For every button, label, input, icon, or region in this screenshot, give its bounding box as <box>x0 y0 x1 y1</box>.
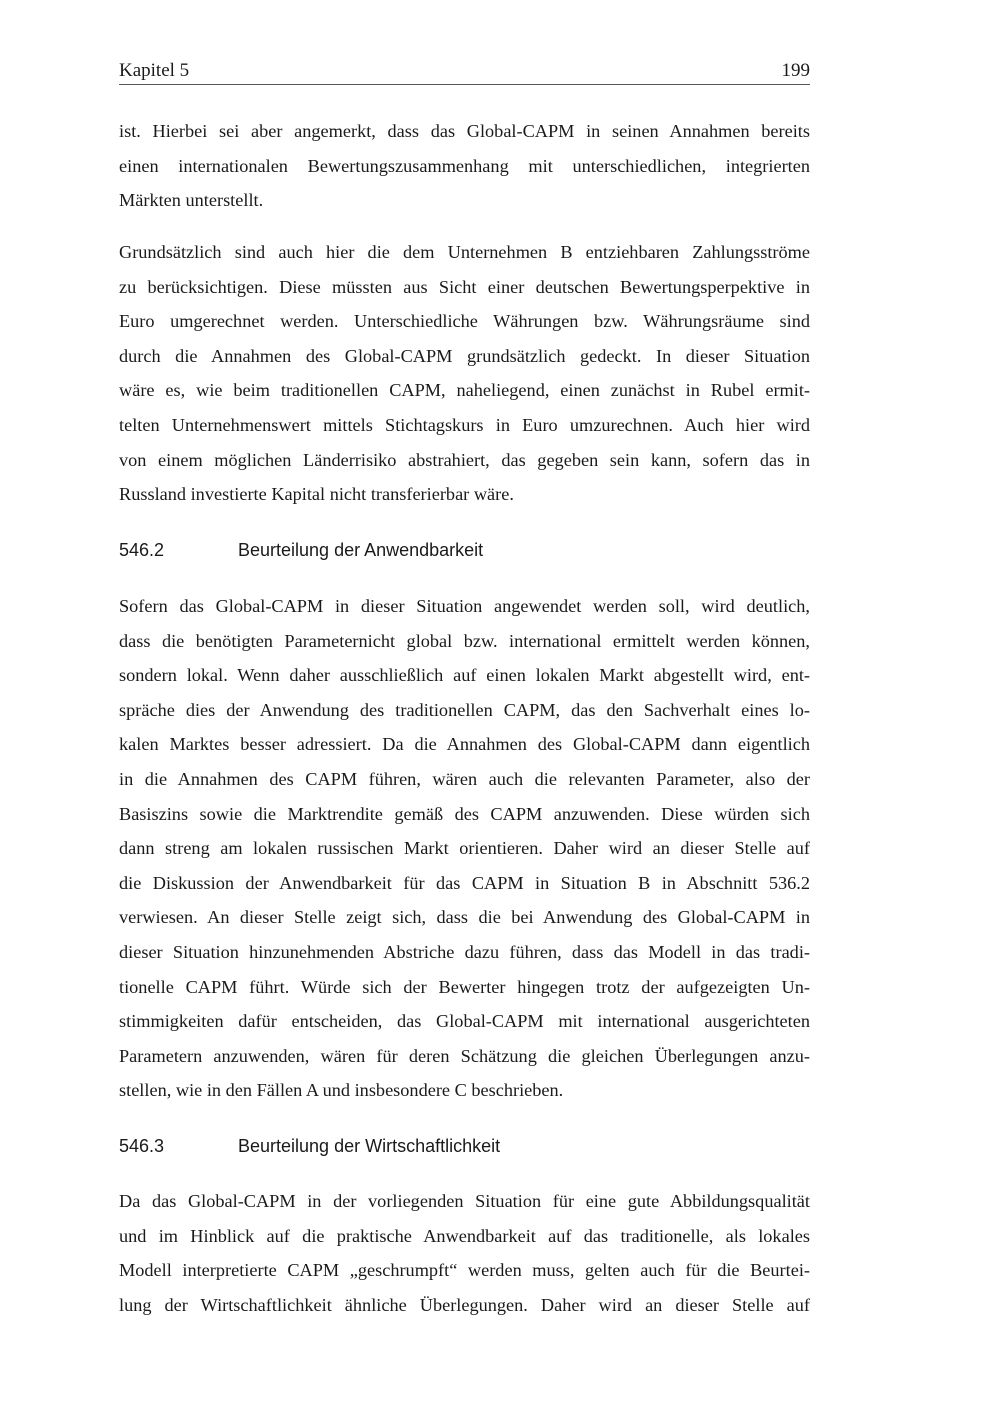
text-line: Parametern anzuwenden, wären für deren Schätzung die gleichen Überlegungen anzu- <box>119 1045 810 1066</box>
text-line: dass die benötigten Parameternicht global bzw. international ermittelt werden können, <box>119 630 810 651</box>
text-line: sondern lokal. Wenn daher ausschließlich auf einen lokalen Markt abgestellt wird, ent- <box>119 665 810 686</box>
running-header <box>119 58 810 85</box>
text-line: ist. Hierbei sei aber angemerkt, dass das Global-CAPM in seinen Annahmen bereits <box>119 121 810 141</box>
text-line: durch die Annahmen des Global-CAPM grundsätzlich gedeckt. In dieser Situation <box>119 345 810 366</box>
text-line: lung der Wirtschaftlichkeit ähnliche Überlegungen. Daher wird an dieser Stelle auf <box>119 1294 810 1315</box>
text-line: zu berücksichtigen. Diese müssten aus Sicht einer deutschen Bewertungsperpektive in <box>119 276 810 297</box>
section-title: Beurteilung der Anwendbarkeit <box>238 540 484 560</box>
text-line: spräche dies der Anwendung des traditionellen CAPM, das den Sachverhalt eines lo- <box>119 699 810 720</box>
text-line: Euro umgerechnet werden. Unterschiedliche Währungen bzw. Währungsräume sind <box>119 311 810 332</box>
text-line: Modell interpretierte CAPM „geschrumpft“ werden muss, gelten auch für die Beurtei- <box>119 1260 810 1281</box>
paragraph <box>119 114 810 218</box>
text-line: telten Unternehmenswert mittels Stichtagskurs in Euro umzurechnen. Auch hier wird <box>119 414 810 435</box>
text-line: und im Hinblick auf die praktische Anwendbarkeit auf das traditionelle, als lokales <box>119 1225 810 1246</box>
text-line: einen internationalen Bewertungszusammenhang mit unterschiedlichen, integrierten <box>119 155 810 176</box>
text-line: dann streng am lokalen russischen Markt orientieren. Daher wird an dieser Stelle auf <box>119 838 810 859</box>
section-number: 546.3 <box>119 1136 165 1156</box>
text-line: in die Annahmen des CAPM führen, wären auch die relevanten Parameter, also der <box>119 768 810 789</box>
text-line: Basiszins sowie die Marktrendite gemäß des CAPM anzuwenden. Diese würden sich <box>119 803 810 824</box>
chapter-label: Kapitel 5 <box>119 60 190 81</box>
text-line: Sofern das Global-CAPM in dieser Situation angewendet werden soll, wird deutlich, <box>119 596 810 616</box>
text-line: Grundsätzlich sind auch hier die dem Unternehmen B entziehbaren Zahlungsströme <box>119 242 810 262</box>
text-line: stellen, wie in den Fällen A und insbesondere C beschrieben. <box>119 1080 564 1101</box>
text-line: Märkten unterstellt. <box>119 190 264 211</box>
page-number: 199 <box>781 60 810 81</box>
text-line: von einem möglichen Länderrisiko abstrahiert, das gegeben sein kann, sofern das in <box>119 449 810 470</box>
text-line: verwiesen. An dieser Stelle zeigt sich, dass die bei Anwendung des Global-CAPM in <box>119 907 810 928</box>
text-line: dieser Situation hinzunehmenden Abstriche dazu führen, dass das Modell in das tradi- <box>119 941 810 962</box>
paragraph <box>119 235 810 512</box>
text-line: kalen Marktes besser adressiert. Da die Annahmen des Global-CAPM dann eigentlich <box>119 734 810 755</box>
text-line: wäre es, wie beim traditionellen CAPM, naheliegend, einen zunächst in Rubel ermit- <box>119 380 810 401</box>
text-line: tionelle CAPM führt. Würde sich der Bewerter hingegen trotz der aufgezeigten Un- <box>119 976 810 997</box>
section-number: 546.2 <box>119 540 165 560</box>
text-line: Da das Global-CAPM in der vorliegenden Situation für eine gute Abbildungsqualität <box>119 1191 810 1211</box>
paragraph <box>119 1184 810 1322</box>
text-line: die Diskussion der Anwendbarkeit für das CAPM in Situation B in Abschnitt 536.2 <box>119 872 810 893</box>
paragraph <box>119 589 810 1108</box>
text-line: stimmigkeiten dafür entscheiden, das Global-CAPM mit international ausgerichteten <box>119 1011 810 1032</box>
section-title: Beurteilung der Wirtschaftlichkeit <box>238 1136 501 1156</box>
text-line: Russland investierte Kapital nicht transferierbar wäre. <box>119 484 514 505</box>
